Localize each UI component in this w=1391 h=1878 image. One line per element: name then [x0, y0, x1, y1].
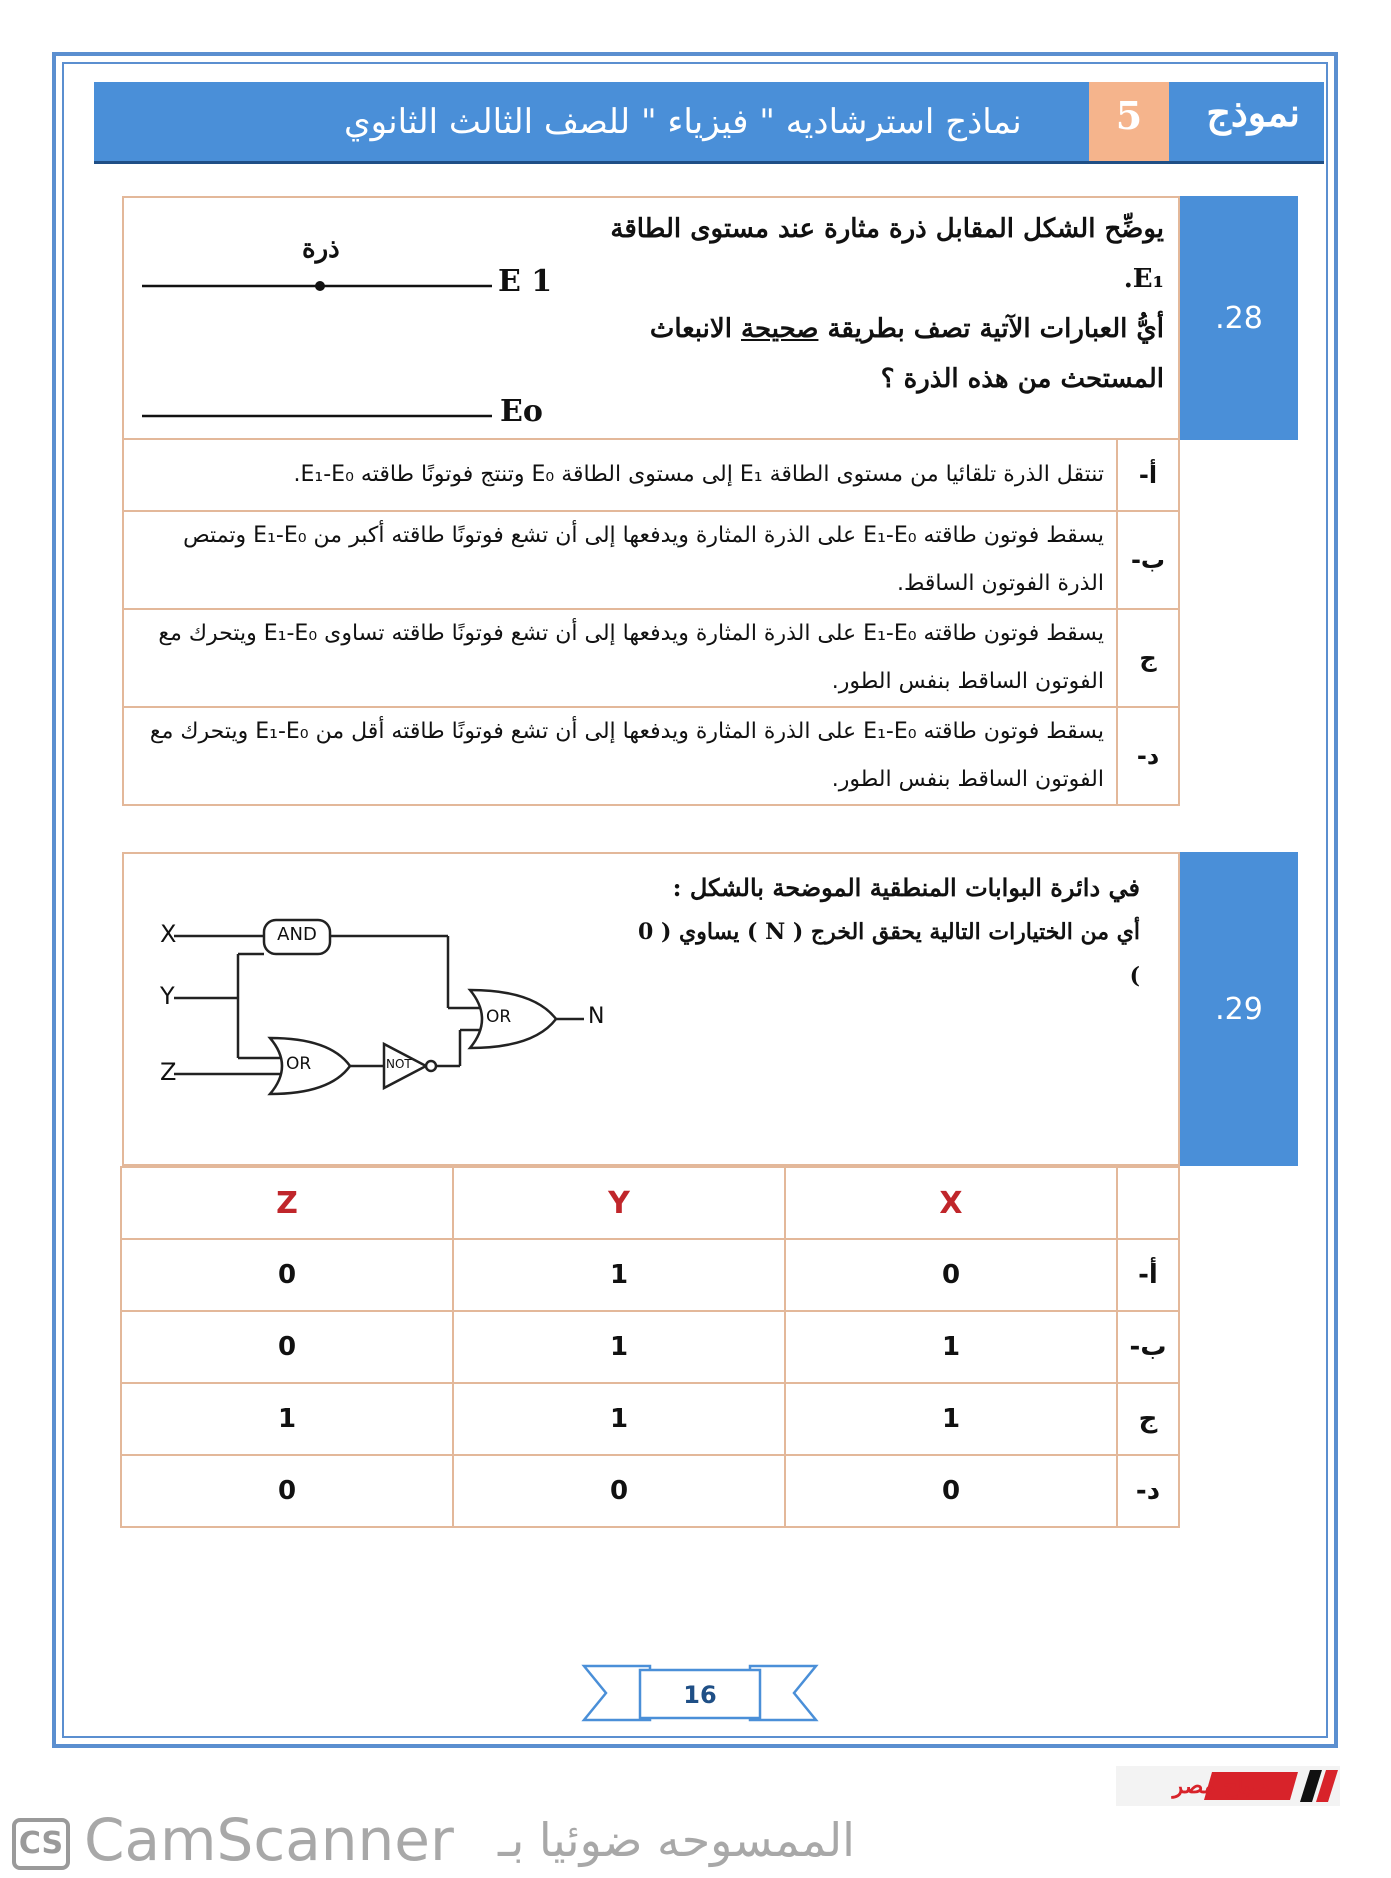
option-text: يسقط فوتون طاقته E₁-E₀ على الذرة المثارة ويدفعها إلى أن تشع فوتونًا طاقته أكبر من E₁-E₀ وتمتص الذرة الفوتون الساقط.	[123, 511, 1117, 609]
question-29-line-2: أي من الختيارات التالية يحقق الخرج ( N ) يساوي ( 0 )	[638, 919, 1140, 989]
table-row[interactable]	[121, 1383, 1179, 1455]
question-28-line-2	[584, 304, 1164, 354]
table-header-y: Y	[453, 1167, 785, 1239]
cell-y: 0	[453, 1455, 785, 1527]
cell-z: 0	[121, 1239, 453, 1311]
header-banner	[94, 82, 1324, 164]
atom-label: ذرة	[302, 234, 340, 264]
output-n-label: N	[588, 1004, 605, 1029]
or-gate-2-label: OR	[486, 1007, 512, 1027]
camscanner-watermark	[8, 1808, 928, 1872]
question-28-line-1: يوضِّح الشكل المقابل ذرة مثارة عند مستوى الطاقة E₁.	[610, 214, 1164, 294]
option-letter: أ-	[1117, 1239, 1179, 1311]
option-text: يسقط فوتون طاقته E₁-E₀ على الذرة المثارة ويدفعها إلى أن تشع فوتونًا طاقته أقل من E₁-E₀ ويتحرك مع الفوتون الساقط بنفس الطور.	[123, 707, 1117, 805]
brand-logo	[1116, 1766, 1340, 1806]
scanner-arabic-text: الممسوحه ضوئيا بـ	[498, 1813, 855, 1867]
option-letter: د-	[1117, 1455, 1179, 1527]
table-header-x: X	[785, 1167, 1117, 1239]
logo-text: صباح مصر	[1172, 1773, 1270, 1799]
input-y-label: Y	[160, 982, 175, 1010]
input-x-label: X	[160, 920, 177, 948]
question-28-options	[122, 438, 1180, 806]
table-header-z: Z	[121, 1167, 453, 1239]
cell-y: 1	[453, 1311, 785, 1383]
table-header-row	[121, 1167, 1179, 1239]
model-number: 5	[1115, 93, 1143, 138]
option-letter: ج	[1117, 609, 1179, 707]
logic-gate-circuit	[144, 894, 664, 1134]
cell-z: 0	[121, 1311, 453, 1383]
question-29-options-table	[120, 1166, 1180, 1528]
option-letter: ب-	[1117, 511, 1179, 609]
cell-x: 1	[785, 1383, 1117, 1455]
cell-z: 1	[121, 1383, 453, 1455]
option-row[interactable]	[123, 439, 1179, 511]
cell-y: 1	[453, 1239, 785, 1311]
question-29-number: .29	[1180, 852, 1298, 1166]
table-header-blank	[1117, 1167, 1179, 1239]
question-28-emphasis: صحيحة	[741, 314, 819, 344]
question-29-box	[122, 852, 1180, 1166]
cell-x: 0	[785, 1239, 1117, 1311]
input-z-label: Z	[160, 1058, 177, 1086]
option-letter: ج	[1117, 1383, 1179, 1455]
question-29-line-1: في دائرة البوابات المنطقية الموضحة بالشكل :	[672, 873, 1140, 902]
question-28-text	[584, 204, 1164, 404]
cell-y: 1	[453, 1383, 785, 1455]
option-letter: د-	[1117, 707, 1179, 805]
table-row[interactable]	[121, 1311, 1179, 1383]
atom-dot	[315, 281, 325, 291]
question-28-line-3: المستحث من هذه الذرة ؟	[880, 364, 1164, 394]
question-28-number: .28	[1180, 196, 1298, 440]
cs-logo-icon: CS	[12, 1818, 70, 1870]
option-row[interactable]	[123, 511, 1179, 609]
question-29-text	[620, 866, 1140, 998]
option-text: تنتقل الذرة تلقائيا من مستوى الطاقة E₁ إلى مستوى الطاقة E₀ وتنتج فوتونًا طاقته E₁-E₀.	[123, 439, 1117, 511]
option-text: يسقط فوتون طاقته E₁-E₀ على الذرة المثارة ويدفعها إلى أن تشع فوتونًا طاقته تساوى E₁-E₀ ويتحرك مع الفوتون الساقط بنفس الطور.	[123, 609, 1117, 707]
option-row[interactable]	[123, 609, 1179, 707]
and-gate-label: AND	[277, 924, 317, 945]
question-28-line-2-post: الانبعاث	[649, 314, 741, 344]
page-title: نماذج استرشاديه " فيزياء " للصف الثالث الثانوي	[344, 102, 1022, 142]
e1-label: E 1	[498, 264, 553, 299]
table-row[interactable]	[121, 1239, 1179, 1311]
e0-label: Eo	[500, 394, 543, 429]
option-letter: ب-	[1117, 1311, 1179, 1383]
not-gate-label: NOT	[386, 1057, 412, 1071]
model-label: نموذج	[1206, 90, 1300, 135]
or-gate-2	[470, 990, 556, 1048]
page-number-ribbon	[580, 1660, 820, 1730]
question-28-line-2-pre: أيُّ العبارات الآتية تصف بطريقة	[818, 314, 1164, 344]
scanner-brand-text: CamScanner	[84, 1806, 454, 1874]
table-row[interactable]	[121, 1455, 1179, 1527]
page-number: 16	[683, 1681, 717, 1709]
cell-x: 0	[785, 1455, 1117, 1527]
cell-x: 1	[785, 1311, 1117, 1383]
cell-z: 0	[121, 1455, 453, 1527]
option-row[interactable]	[123, 707, 1179, 805]
option-letter: أ-	[1117, 439, 1179, 511]
question-28-box	[122, 196, 1180, 440]
or-gate-1-label: OR	[286, 1054, 312, 1074]
